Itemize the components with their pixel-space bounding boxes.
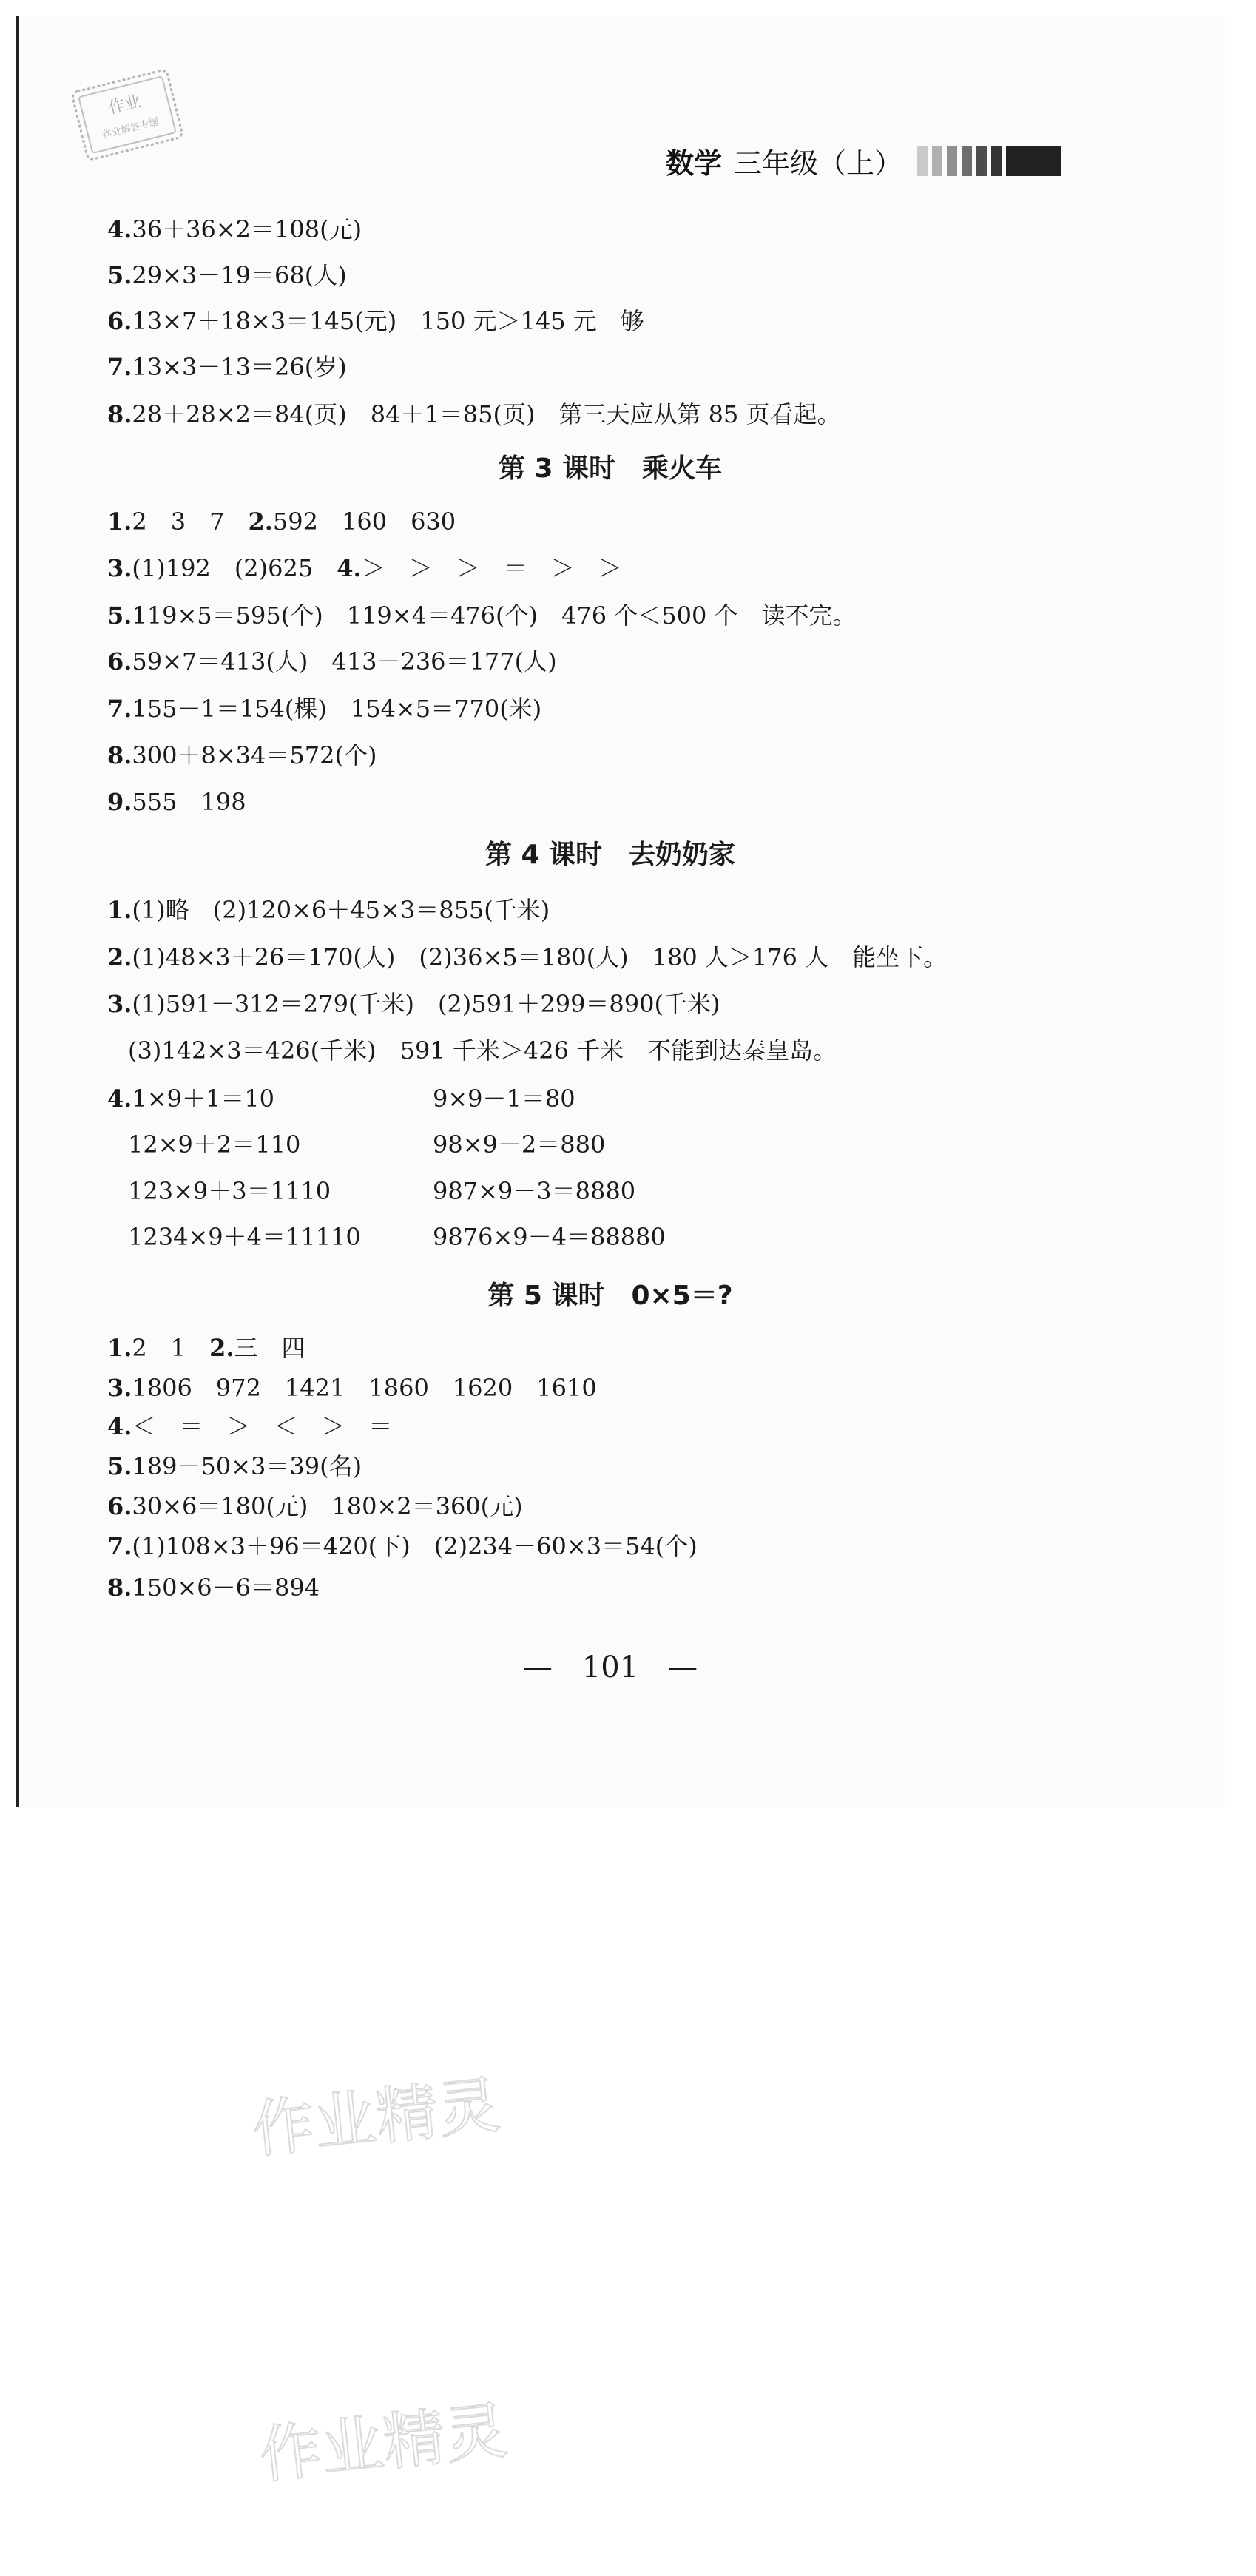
answer-text: 12×9＋2＝110: [128, 1130, 301, 1159]
answer-line: [107, 1412, 392, 1441]
question-number: 1.: [107, 896, 132, 924]
answer-text: 36＋36×2＝108(元): [132, 215, 362, 243]
question-number: 6.: [107, 1492, 132, 1520]
question-number: 3.: [107, 990, 132, 1018]
answer-line: [107, 215, 362, 244]
answer-line: [107, 1084, 274, 1113]
answer-text: 155－1＝154(棵) 154×5＝770(米): [132, 695, 542, 723]
question-number: 1.: [107, 1334, 132, 1362]
question-number: 9.: [107, 788, 132, 816]
section-title: 第 5 课时 0×5＝?: [487, 1281, 733, 1311]
question-number: 6.: [107, 647, 132, 675]
answer-text: 1806 972 1421 1860 1620 1610: [132, 1374, 597, 1402]
watermark: [240, 2057, 529, 2174]
answer-text: ＜ ＝ ＞ ＜ ＞ ＝: [132, 1412, 393, 1440]
answer-text: 2 1: [132, 1334, 210, 1362]
answer-text: 189－50×3＝39(名): [132, 1452, 362, 1480]
answer-text: 1234×9＋4＝11110: [128, 1223, 361, 1251]
answer-text: 30×6＝180(元) 180×2＝360(元): [132, 1492, 523, 1520]
answer-line: [107, 1531, 698, 1561]
svg-text:作业: 作业: [107, 92, 144, 118]
answer-text: 13×3－13＝26(岁): [132, 353, 347, 381]
header-bar: [976, 146, 987, 176]
answer-text: ＞ ＞ ＞ ＝ ＞ ＞: [361, 554, 622, 582]
answer-text-col2: 98×9－2＝880: [433, 1130, 606, 1159]
question-number: 7.: [107, 695, 132, 723]
grade-label: 三年级（上）: [734, 147, 903, 180]
answer-line: [107, 1036, 837, 1065]
answer-line: [107, 1451, 362, 1481]
answer-text: (1)192 (2)625: [132, 554, 337, 582]
answer-line: [107, 741, 377, 770]
answer-line: [107, 507, 456, 536]
section-title: 第 3 课时 乘火车: [498, 454, 723, 484]
answer-text: 2 3 7: [132, 508, 249, 536]
answer-text-col2: 987×9－3＝8880: [433, 1177, 636, 1205]
question-number: 4.: [107, 215, 132, 243]
answer-text: 123×9＋3＝1110: [128, 1177, 331, 1205]
question-number: 5.: [107, 601, 132, 630]
question-number: 3.: [107, 554, 132, 582]
answer-text: 三 四: [234, 1334, 305, 1362]
answer-text: 59×7＝413(人) 413－236＝177(人): [132, 647, 557, 675]
section-title: 第 4 课时 去奶奶家: [484, 840, 736, 870]
answer-text: (1)591－312＝279(千米) (2)591＋299＝890(千米): [132, 990, 720, 1018]
header-bar: [962, 146, 972, 176]
svg-text:作业精灵: 作业精灵: [255, 2393, 511, 2492]
answer-line: [107, 553, 622, 583]
page-header: [666, 141, 1061, 181]
answer-text: 1×9＋1＝10: [132, 1085, 275, 1113]
answer-text-col2: 9876×9－4＝88880: [433, 1223, 666, 1251]
question-number: 5.: [107, 1452, 132, 1480]
answer-text: 555 198: [132, 788, 246, 816]
answer-line: [107, 1333, 305, 1363]
svg-text:作业解答专题: 作业解答专题: [101, 116, 161, 141]
header-bars: [917, 146, 1061, 176]
question-number: 4.: [107, 1085, 132, 1113]
answer-text: 28＋28×2＝84(页) 84＋1＝85(页) 第三天应从第 85 页看起。: [132, 400, 841, 428]
answer-line: [107, 943, 947, 972]
question-number: 2.: [209, 1334, 234, 1362]
answer-text: 13×7＋18×3＝145(元) 150 元＞145 元 够: [132, 307, 644, 335]
question-number: 8.: [107, 400, 132, 428]
question-number: 5.: [107, 261, 132, 289]
answer-line: [107, 1573, 320, 1602]
answer-line: [107, 1176, 331, 1206]
subject-label: 数学: [666, 147, 723, 180]
answer-line: [107, 895, 550, 925]
header-bar: [932, 146, 942, 176]
question-number: 7.: [107, 353, 132, 381]
svg-text:作业精灵: 作业精灵: [248, 2068, 504, 2167]
header-block: [1006, 146, 1061, 176]
answer-line: [107, 694, 541, 724]
answer-line: [107, 352, 347, 382]
question-number: 6.: [107, 307, 132, 335]
header-bar: [991, 146, 1002, 176]
question-number: 2.: [107, 943, 132, 971]
question-number: 3.: [107, 1374, 132, 1402]
question-number: 8.: [107, 1574, 132, 1602]
watermark: [248, 2382, 536, 2500]
answer-line: [107, 1222, 361, 1252]
answer-line: [107, 647, 557, 676]
answer-text: 29×3－19＝68(人): [132, 261, 347, 289]
page-number: — 101 —: [522, 1651, 698, 1685]
answer-line: [107, 1373, 597, 1403]
answer-line: [107, 787, 246, 817]
question-number: 2.: [248, 508, 273, 536]
answer-line: [107, 1491, 523, 1521]
answer-text: (1)48×3＋26＝170(人) (2)36×5＝180(人) 180 人＞176 人 能坐下。: [132, 943, 948, 971]
answer-line: [107, 1130, 300, 1159]
question-number: 7.: [107, 1532, 132, 1560]
answer-text: 119×5＝595(个) 119×4＝476(个) 476 个＜500 个 读不完。: [132, 601, 857, 630]
header-bar: [917, 146, 928, 176]
question-number: 8.: [107, 741, 132, 769]
answer-line: [107, 989, 720, 1019]
question-number: 1.: [107, 508, 132, 536]
answer-line: [107, 260, 347, 290]
answer-text: 300＋8×34＝572(个): [132, 741, 377, 769]
header-bar: [947, 146, 957, 176]
question-number: 4.: [107, 1412, 132, 1440]
answer-text: (1)108×3＋96＝420(下) (2)234－60×3＝54(个): [132, 1532, 698, 1560]
answer-line: [107, 399, 841, 429]
answer-text-col2: 9×9－1＝80: [433, 1085, 575, 1113]
answer-text: 592 160 630: [272, 508, 456, 536]
question-number: 4.: [337, 554, 362, 582]
answer-text: 150×6－6＝894: [132, 1574, 320, 1602]
answer-text: (1)略 (2)120×6＋45×3＝855(千米): [132, 896, 550, 924]
answer-line: [107, 601, 857, 630]
answer-line: [107, 306, 644, 336]
answer-text: (3)142×3＝426(千米) 591 千米＞426 千米 不能到达秦皇岛。: [128, 1036, 837, 1065]
